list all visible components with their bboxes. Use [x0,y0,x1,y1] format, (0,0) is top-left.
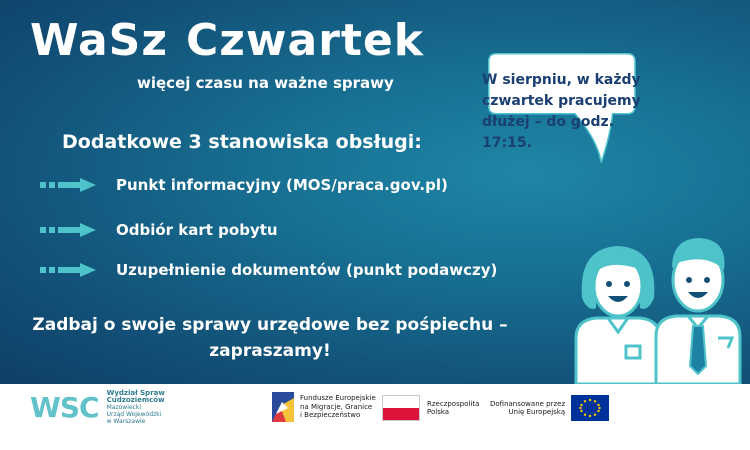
bubble-text [482,70,647,154]
list-item-label: Odbiór kart pobytu [116,221,278,239]
wsc-text [107,390,165,425]
european-funds-logo [272,392,376,422]
polish-flag-icon [382,395,420,421]
wsc-line-2: Cudzoziemców [106,396,165,404]
bubble-line-2: czwartek pracujemy [482,93,641,109]
wsc-line-4: Urząd Wojewódzki [106,411,162,418]
poland-line-2: Polska [427,408,450,416]
eu-text [490,400,565,417]
campaign-logo [30,14,424,68]
logo-word-czwartek: Czwartek [185,15,425,66]
list-item-residence-cards [40,221,278,239]
officials-illustration [568,228,743,384]
funds-text [300,394,376,420]
poland-logo [382,395,479,421]
wsc-letters: WSC [30,391,99,424]
stations-heading: Dodatkowe 3 stanowiska obsługi: [62,131,422,153]
bubble-line-3: dłużej – do godz. [482,114,615,130]
poland-line-1: Rzeczpospolita [427,399,480,408]
eu-line-2: Unię Europejską [508,408,566,416]
arrow-right-icon [40,263,100,277]
arrow-right-icon [40,223,100,237]
wsc-line-5: w Warszawie [106,418,146,425]
funds-line-1: Fundusze Europejskie [300,394,376,403]
man-figure [656,238,740,384]
tagline: więcej czasu na ważne sprawy [137,74,394,92]
eu-logo [490,395,609,421]
european-funds-icon [272,392,294,422]
closing-message [30,312,510,364]
list-item-documents [40,261,497,279]
bubble-line-4: 17:15. [482,135,532,151]
wsc-line-3: Mazowiecki [106,404,141,411]
eu-flag-icon [571,395,609,421]
bubble-line-1: W sierpniu, w każdy [482,72,641,88]
funds-line-2: na Migracje, Granice [300,402,373,411]
logo-word-wasz: WaSz [30,15,168,66]
funds-line-3: i Bezpieczeństwo [300,411,361,420]
list-item-info-point [40,176,448,194]
closing-line-2: zapraszamy! [209,341,331,361]
list-item-label: Uzupełnienie dokumentów (punkt podawczy) [116,261,498,279]
eu-line-1: Dofinansowane przez [490,399,566,408]
wsc-line-1: Wydział Spraw [106,389,165,397]
wsc-logo [30,390,165,425]
arrow-right-icon [40,178,100,192]
list-item-label: Punkt informacyjny (MOS/praca.gov.pl) [116,176,448,194]
closing-line-1: Zadbaj o swoje sprawy urzędowe bez pośpiechu – [32,315,508,335]
poland-text [427,400,479,417]
woman-figure [576,246,660,384]
